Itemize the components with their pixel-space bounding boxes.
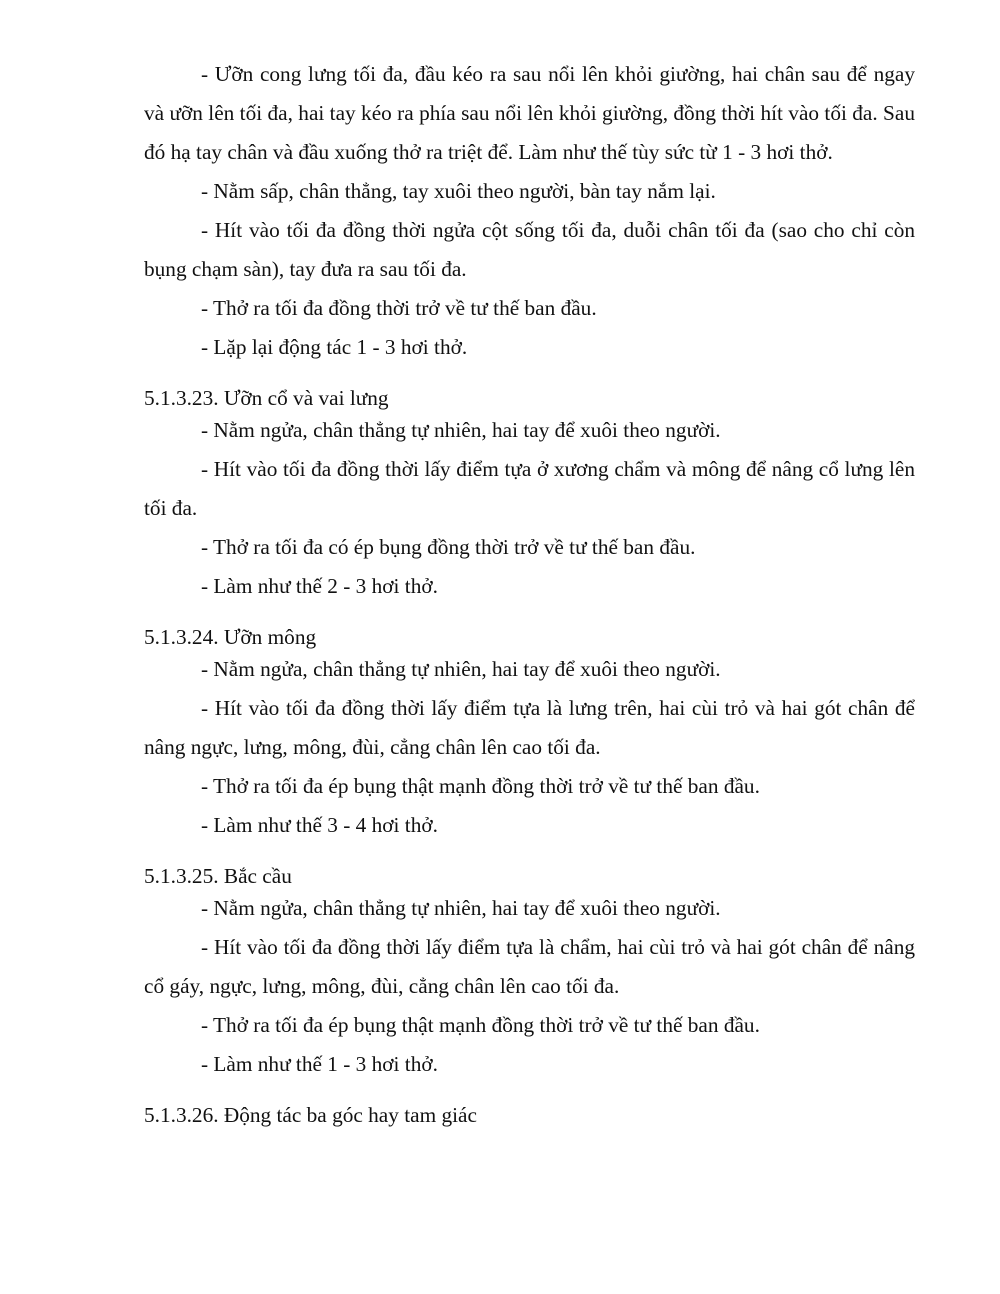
- paragraph: - Nằm sấp, chân thẳng, tay xuôi theo người, bàn tay nắm lại.: [201, 179, 716, 203]
- section-heading: 5.1.3.23. Ưỡn cổ và vai lưng: [144, 386, 389, 410]
- paragraph: - Nằm ngửa, chân thẳng tự nhiên, hai tay để xuôi theo người.: [201, 896, 721, 920]
- paragraph: - Làm như thế 1 - 3 hơi thở.: [201, 1052, 438, 1076]
- document-page: [144, 55, 915, 1128]
- paragraph: - Thở ra tối đa ép bụng thật mạnh đồng thời trở về tư thế ban đầu.: [201, 1013, 760, 1037]
- section-heading: 5.1.3.25. Bắc cầu: [144, 864, 292, 888]
- section-heading: 5.1.3.26. Động tác ba góc hay tam giác: [144, 1103, 477, 1127]
- paragraph: - Hít vào tối đa đồng thời lấy điểm tựa là chẩm, hai cùi trỏ và hai gót chân để nâng cổ gáy, ngực, lưng, mông, đùi, cẳng chân lên cao tối đa.: [144, 935, 915, 998]
- paragraph: - Lặp lại động tác 1 - 3 hơi thở.: [201, 335, 468, 359]
- paragraph: - Thở ra tối đa có ép bụng đồng thời trở về tư thế ban đầu.: [201, 535, 696, 559]
- section-heading: 5.1.3.24. Ưỡn mông: [144, 625, 317, 649]
- paragraph: - Hít vào tối đa đồng thời lấy điểm tựa là lưng trên, hai cùi trỏ và hai gót chân để nâng ngực, lưng, mông, đùi, cẳng chân lên cao tối đa.: [144, 696, 915, 759]
- paragraph: - Thở ra tối đa đồng thời trở về tư thế ban đầu.: [201, 296, 597, 320]
- paragraph: - Nằm ngửa, chân thẳng tự nhiên, hai tay để xuôi theo người.: [201, 657, 721, 681]
- paragraph: - Làm như thế 3 - 4 hơi thở.: [201, 813, 438, 837]
- paragraph: - Làm như thế 2 - 3 hơi thở.: [201, 574, 438, 598]
- paragraph: - Hít vào tối đa đồng thời lấy điểm tựa ở xương chẩm và mông để nâng cổ lưng lên tối đa.: [144, 457, 915, 520]
- paragraph: - Thở ra tối đa ép bụng thật mạnh đồng thời trở về tư thế ban đầu.: [201, 774, 760, 798]
- paragraph: - Hít vào tối đa đồng thời ngửa cột sống tối đa, duỗi chân tối đa (sao cho chỉ còn bụng chạm sàn), tay đưa ra sau tối đa.: [144, 218, 915, 281]
- paragraph: - Ưỡn cong lưng tối đa, đầu kéo ra sau nổi lên khỏi giường, hai chân sau để ngay và ưỡn lên tối đa, hai tay kéo ra phía sau nổi lên khỏi giường, đồng thời hít vào tối đa. Sau đó hạ tay chân và đầu xuống thở ra triệt để. Làm như thế tùy sức từ 1 - 3 hơi thở.: [144, 62, 915, 164]
- paragraph: - Nằm ngửa, chân thẳng tự nhiên, hai tay để xuôi theo người.: [201, 418, 721, 442]
